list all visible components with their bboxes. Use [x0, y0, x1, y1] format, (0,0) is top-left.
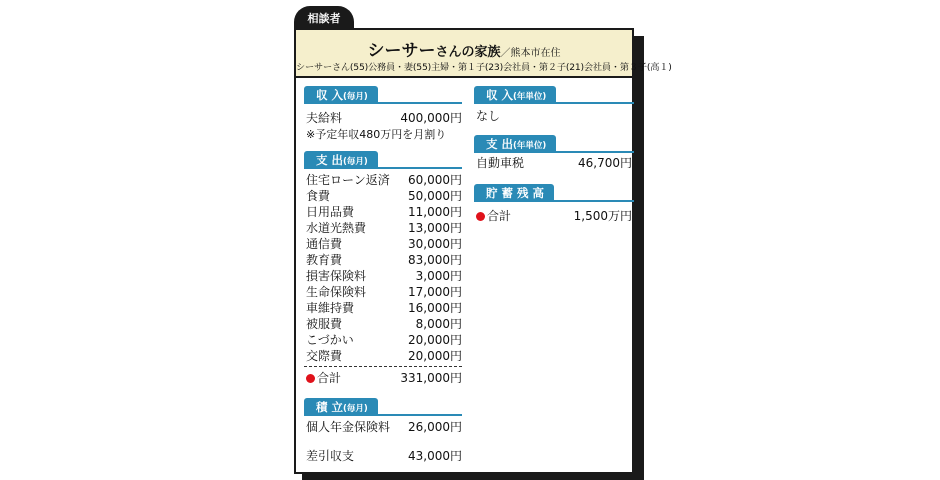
expense-row: こづかい 20,000円	[306, 333, 462, 347]
expense-annual-label: 支 出(年単位)	[474, 135, 556, 153]
expense-row: 交際費 20,000円	[306, 349, 462, 363]
expense-row: 損害保険料 3,000円	[306, 269, 462, 283]
savings-row	[306, 419, 462, 435]
savings-monthly-label: 積 立(毎月)	[304, 398, 378, 416]
family-title	[296, 36, 632, 61]
expense-row: 通信費 30,000円	[306, 237, 462, 251]
expense-row: 日用品費 11,000円	[306, 205, 462, 219]
income-annual-label: 収 入(年単位)	[474, 86, 556, 104]
income-annual-value: なし	[476, 109, 501, 123]
consultant-tag-label: 相談者	[307, 12, 341, 25]
family-location: ／熊本市在住	[500, 48, 561, 59]
savings-balance-row	[476, 208, 632, 224]
savings-balance-heading	[474, 182, 634, 202]
expense-row: 被服費 8,000円	[306, 317, 462, 331]
savings-balance-total-amount: 1,500万円	[573, 209, 632, 223]
red-dot-icon	[476, 212, 485, 221]
household-budget-card	[294, 28, 672, 474]
expense-annual-item-name: 自動車税	[476, 156, 525, 170]
family-members: シーサーさん(55)公務員・妻(55)主婦・第１子(23)会社員・第２子(21)会社員・第３子(高１)	[296, 62, 672, 73]
income-annual-heading	[474, 84, 634, 104]
expense-row: 車維持費 16,000円	[306, 301, 462, 315]
expense-annual-row	[476, 155, 632, 171]
expense-row: 食費 50,000円	[306, 189, 462, 203]
income-item-amount: 400,000円	[400, 111, 462, 125]
family-name: シーサー	[367, 41, 436, 61]
expense-row: 生命保険料 17,000円	[306, 285, 462, 299]
income-monthly-label: 収 入(毎月)	[304, 86, 378, 104]
income-row	[306, 110, 462, 126]
expense-row: 水道光熱費 13,000円	[306, 221, 462, 235]
expense-monthly-label: 支 出(毎月)	[304, 151, 378, 169]
savings-balance-label: 貯 蓄 残 高	[474, 184, 554, 202]
balance-amount: 43,000円	[408, 449, 462, 463]
family-suffix: さんの家族	[435, 45, 501, 60]
expense-total-amount: 331,000円	[400, 371, 462, 385]
family-header	[296, 30, 672, 78]
income-monthly-heading	[304, 84, 462, 104]
expense-row: 教育費 83,000円	[306, 253, 462, 267]
expense-annual-item-amount: 46,700円	[578, 156, 632, 170]
savings-balance-total-label: 合計	[487, 209, 512, 223]
income-note: ※予定年収480万円を月割り	[306, 128, 447, 141]
expense-row: 住宅ローン返済 60,000円	[306, 173, 462, 187]
income-item-name: 夫給料	[306, 111, 343, 125]
expense-total-row	[306, 370, 462, 386]
savings-monthly-heading	[304, 396, 462, 416]
balance-row	[306, 448, 462, 464]
balance-label: 差引収支	[306, 449, 355, 463]
expense-monthly-heading	[304, 149, 462, 169]
expense-total-label: 合計	[317, 371, 342, 385]
red-dot-icon	[306, 374, 315, 383]
total-divider	[304, 366, 462, 367]
savings-item-amount: 26,000円	[408, 420, 462, 434]
savings-item-name: 個人年金保険料	[306, 420, 391, 434]
expense-annual-heading	[474, 133, 634, 153]
